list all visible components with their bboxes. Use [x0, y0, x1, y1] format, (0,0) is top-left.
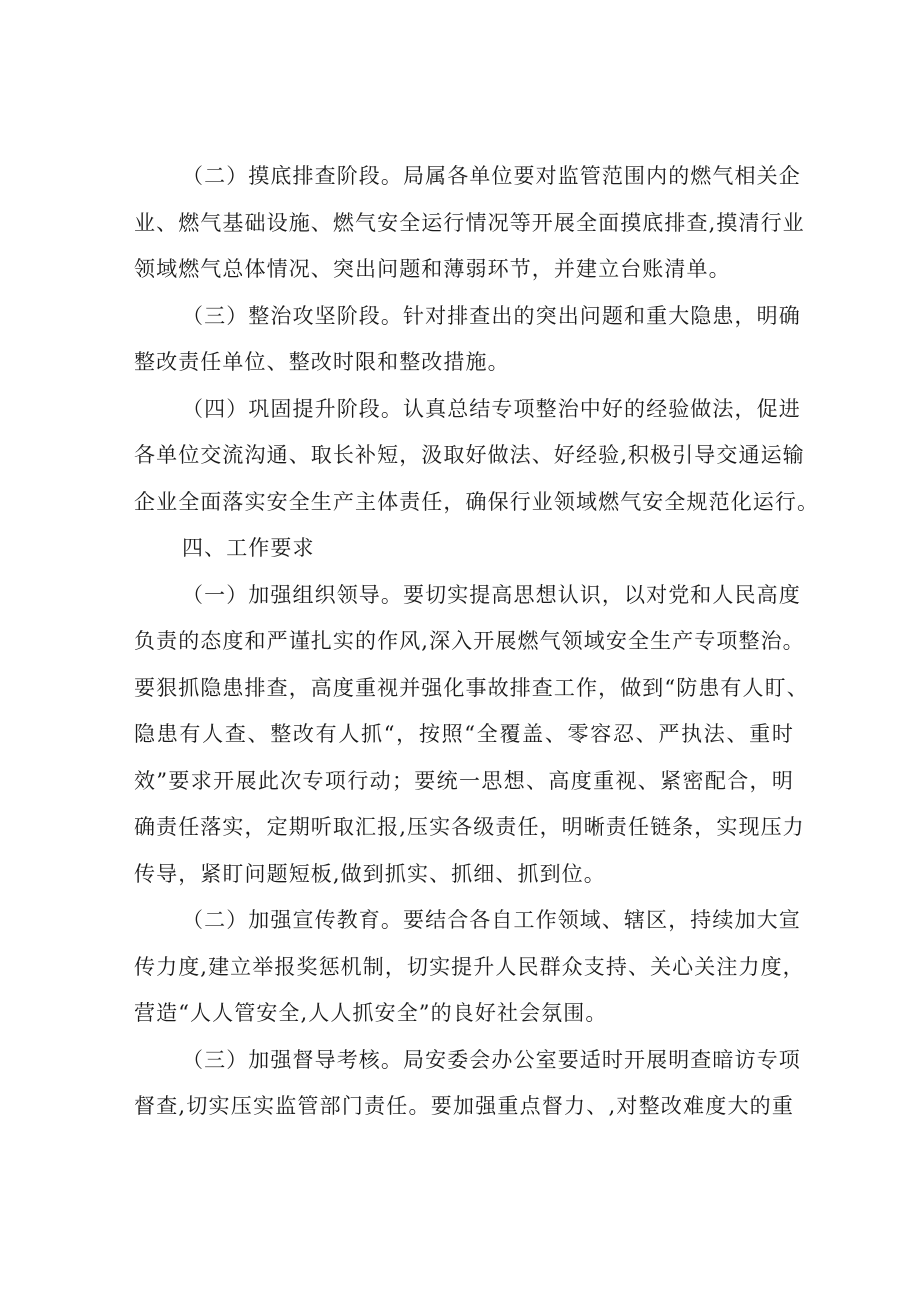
text-line: 整改责任单位、整改时限和整改措施。 [134, 350, 510, 374]
text-line: 要狠抓隐患排查，高度重视并强化事故排查工作，做到“防患有人盯、 [134, 675, 809, 700]
text-line: 传导，紧盯问题短板,做到抓实、抓细、抓到位。 [134, 861, 606, 886]
text-line: （三）加强督导考核。局安委会办公室要适时开展明查暗访专项 [182, 1047, 801, 1072]
text-line: 传力度,建立举报奖惩机制，切实提升人民群众支持、关心关注力度， [134, 954, 805, 979]
text-line: 营造“人人管安全,人人抓安全”的良好社会氛围。 [134, 1001, 608, 1025]
text-line: （四）巩固提升阶段。认真总结专项整治中好的经验做法，促进 [182, 396, 801, 421]
text-line: 业、燃气基础设施、燃气安全运行情况等开展全面摸底排查,摸清行业 [134, 210, 805, 235]
text-line: （一）加强组织领导。要切实提高思想认识，以对党和人民高度 [182, 582, 801, 607]
text-line: （二）摸底排查阶段。局属各单位要对监管范围内的燃气相关企 [182, 164, 801, 188]
text-line: （二）加强宣传教育。要结合各自工作领域、辖区，持续加大宣 [182, 908, 801, 932]
text-line: 确责任落实，定期听取汇报,压实各级责任，明晰责任链条，实现压力 [134, 815, 805, 839]
text-line: 企业全面落实安全生产主体责任，确保行业领域燃气安全规范化运行。 [134, 489, 820, 514]
text-line: 各单位交流沟通、取长补短，汲取好做法、好经验,积极引导交通运输 [134, 443, 805, 467]
text-line: （三）整治攻坚阶段。针对排查出的突出问题和重大隐患，明确 [182, 303, 801, 328]
paragraph-organization-leadership [134, 572, 809, 898]
paragraph-supervision-assessment [134, 1037, 801, 1130]
document-body [134, 153, 820, 1130]
paragraph-rectification-stage [134, 293, 801, 386]
paragraph-survey-stage [134, 153, 805, 293]
paragraph-publicity-education [134, 897, 805, 1037]
text-line: 隐患有人查、整改有人抓“，按照“全覆盖、零容忍、严执法、重时 [134, 722, 794, 746]
text-line: 效”要求开展此次专项行动；要统一思想、高度重视、紧密配合，明 [134, 768, 794, 793]
text-line: 督查,切实压实监管部门责任。要加强重点督力、,对整改难度大的重 [134, 1094, 794, 1118]
section-heading-work-requirements: 四、工作要求 [182, 536, 315, 560]
paragraph-consolidation-stage [134, 386, 820, 526]
text-line: 领域燃气总体情况、突出问题和薄弱环节，并建立台账清单。 [134, 257, 731, 281]
text-line: 负责的态度和严谨扎实的作风,深入开展燃气领域安全生产专项整治。 [134, 629, 805, 653]
